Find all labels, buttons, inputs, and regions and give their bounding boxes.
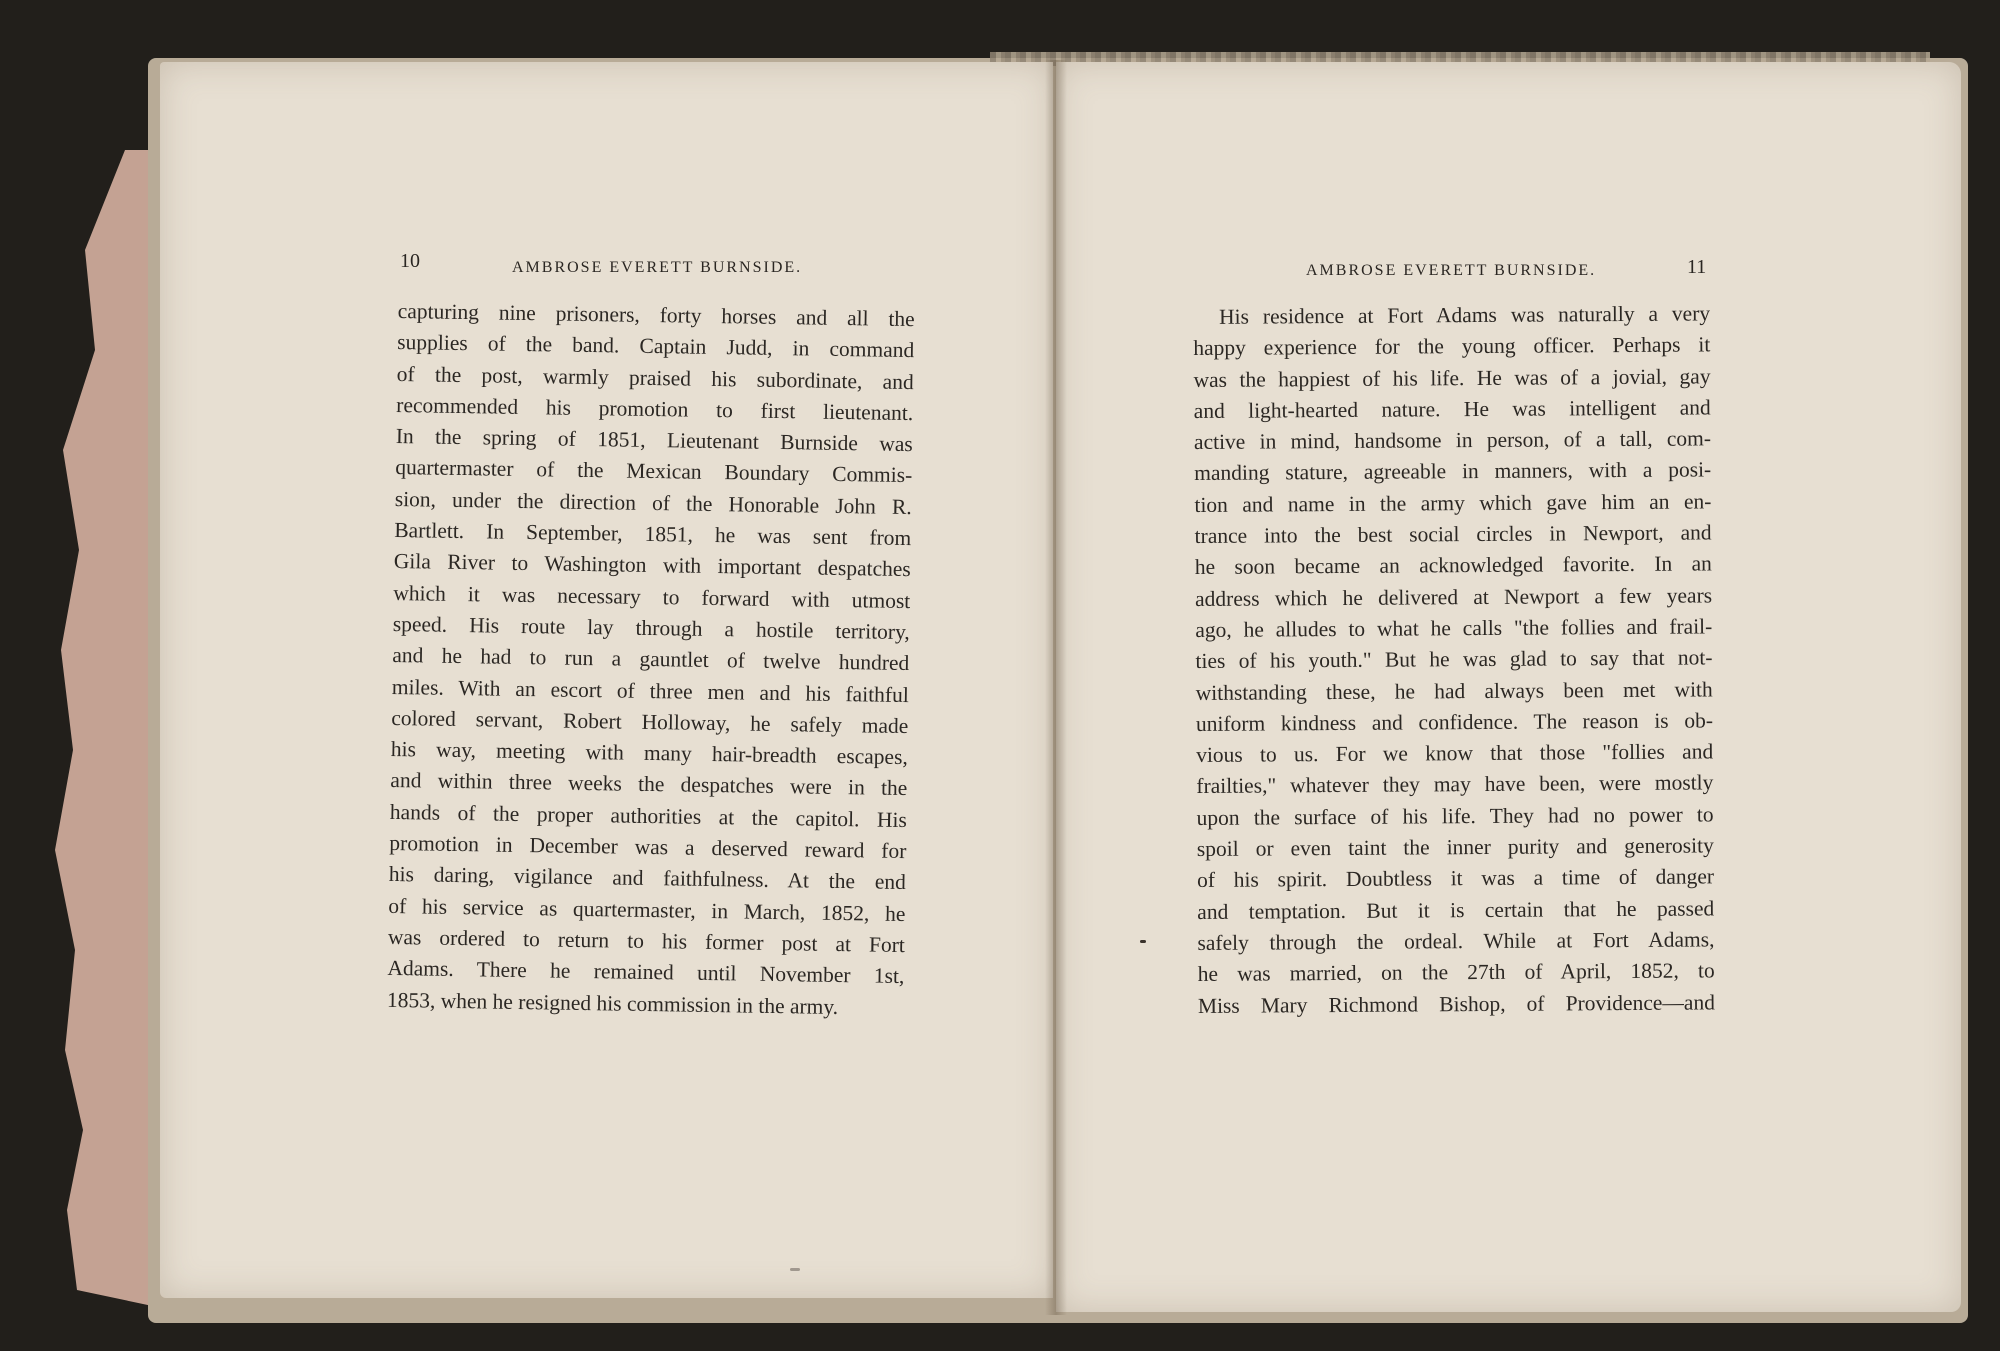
left-running-head: AMBROSE EVERETT BURNSIDE. (512, 259, 803, 276)
ink-speck (1140, 940, 1146, 943)
text-line: colored servant, Robert Holloway, he safely made (391, 705, 909, 738)
text-line: and light-hearted nature. He was intelligent and (1193, 395, 1711, 423)
right-page-number: 11 (1687, 256, 1707, 278)
text-line: ago, he alludes to what he calls "the follies and frail- (1195, 614, 1713, 642)
text-line: promotion in December was a deserved reward for (389, 830, 907, 864)
left-page-number: 10 (400, 250, 420, 272)
text-line: address which he delivered at Newport a few years (1194, 583, 1713, 611)
text-line: spoil or even taint the inner purity and generosity (1196, 833, 1714, 862)
text-line: In the spring of 1851, Lieutenant Burnside was (395, 424, 913, 457)
right-running-head: AMBROSE EVERETT BURNSIDE. (1306, 262, 1597, 279)
text-line: ties of his youth." But he was glad to say that not- (1195, 645, 1713, 674)
text-line: uniform kindness and confidence. The reason is ob- (1195, 708, 1714, 736)
text-line: Adams. There he remained until November 1st, (387, 956, 905, 989)
text-line: his daring, vigilance and faithfulness. At the end (388, 862, 907, 895)
text-line: withstanding these, he had always been met with (1195, 676, 1713, 705)
text-line: His residence at Fort Adams was naturally a very (1219, 301, 1711, 329)
book-gutter (1045, 60, 1067, 1315)
text-line: he was married, on the 27th of April, 1852, to (1197, 958, 1715, 987)
text-line: frailties," whatever they may have been, were mostly (1196, 770, 1714, 799)
text-line: speed. His route lay through a hostile territory, (392, 611, 910, 645)
text-line: hands of the proper authorities at the capitol. His (389, 799, 908, 832)
text-line: quartermaster of the Mexican Boundary Commis- (395, 455, 913, 488)
text-line: and he had to run a gauntlet of twelve hundred (392, 643, 910, 676)
text-line: recommended his promotion to first lieutenant. (396, 392, 914, 425)
right-body-text (1193, 298, 1715, 1021)
text-line: supplies of the band. Captain Judd, in command (397, 330, 915, 363)
text-line: and within three weeks the despatches were in the (390, 768, 908, 801)
text-line: was ordered to return to his former post at Fort (387, 924, 906, 957)
text-line: capturing nine prisoners, forty horses and all the (397, 298, 915, 332)
text-line: safely through the ordeal. While at Fort Adams, (1197, 927, 1715, 955)
text-line: miles. With an escort of three men and his faithful (391, 674, 909, 707)
text-line: Gila River to Washington with important despatches (393, 549, 911, 582)
text-line: sion, under the direction of the Honorable John R. (394, 486, 912, 519)
text-line: tion and name in the army which gave him an en- (1194, 489, 1712, 517)
text-line: happy experience for the young officer. Perhaps it (1193, 332, 1711, 361)
text-line: was the happiest of his life. He was of a jovial, gay (1193, 363, 1711, 392)
text-line: he soon became an acknowledged favorite. In an (1194, 551, 1712, 580)
text-line: which it was necessary to forward with utmost (393, 580, 911, 613)
text-line: of the post, warmly praised his subordinate, and (396, 361, 914, 394)
text-line: vious to us. For we know that those "follies and (1196, 739, 1714, 768)
text-line: trance into the best social circles in Newport, and (1194, 520, 1712, 549)
text-line: Miss Mary Richmond Bishop, of Providence—and (1197, 989, 1715, 1018)
ink-speck (790, 1268, 800, 1271)
text-line: of his service as quartermaster, in March, 1852, he (388, 893, 906, 926)
left-body-text (387, 296, 915, 1024)
text-line: manding stature, agreeable in manners, with a posi- (1194, 457, 1712, 486)
text-line: of his spirit. Doubtless it was a time of danger (1196, 864, 1715, 893)
text-line: his way, meeting with many hair-breadth escapes, (390, 737, 909, 770)
text-line: and temptation. But it is certain that he passed (1197, 896, 1715, 924)
text-line: Bartlett. In September, 1851, he was sent from (394, 518, 912, 551)
text-line: 1853, when he resigned his commission in the army. (386, 987, 839, 1019)
text-line: active in mind, handsome in person, of a tall, com- (1193, 426, 1712, 455)
text-line: upon the surface of his life. They had no power to (1196, 802, 1714, 830)
